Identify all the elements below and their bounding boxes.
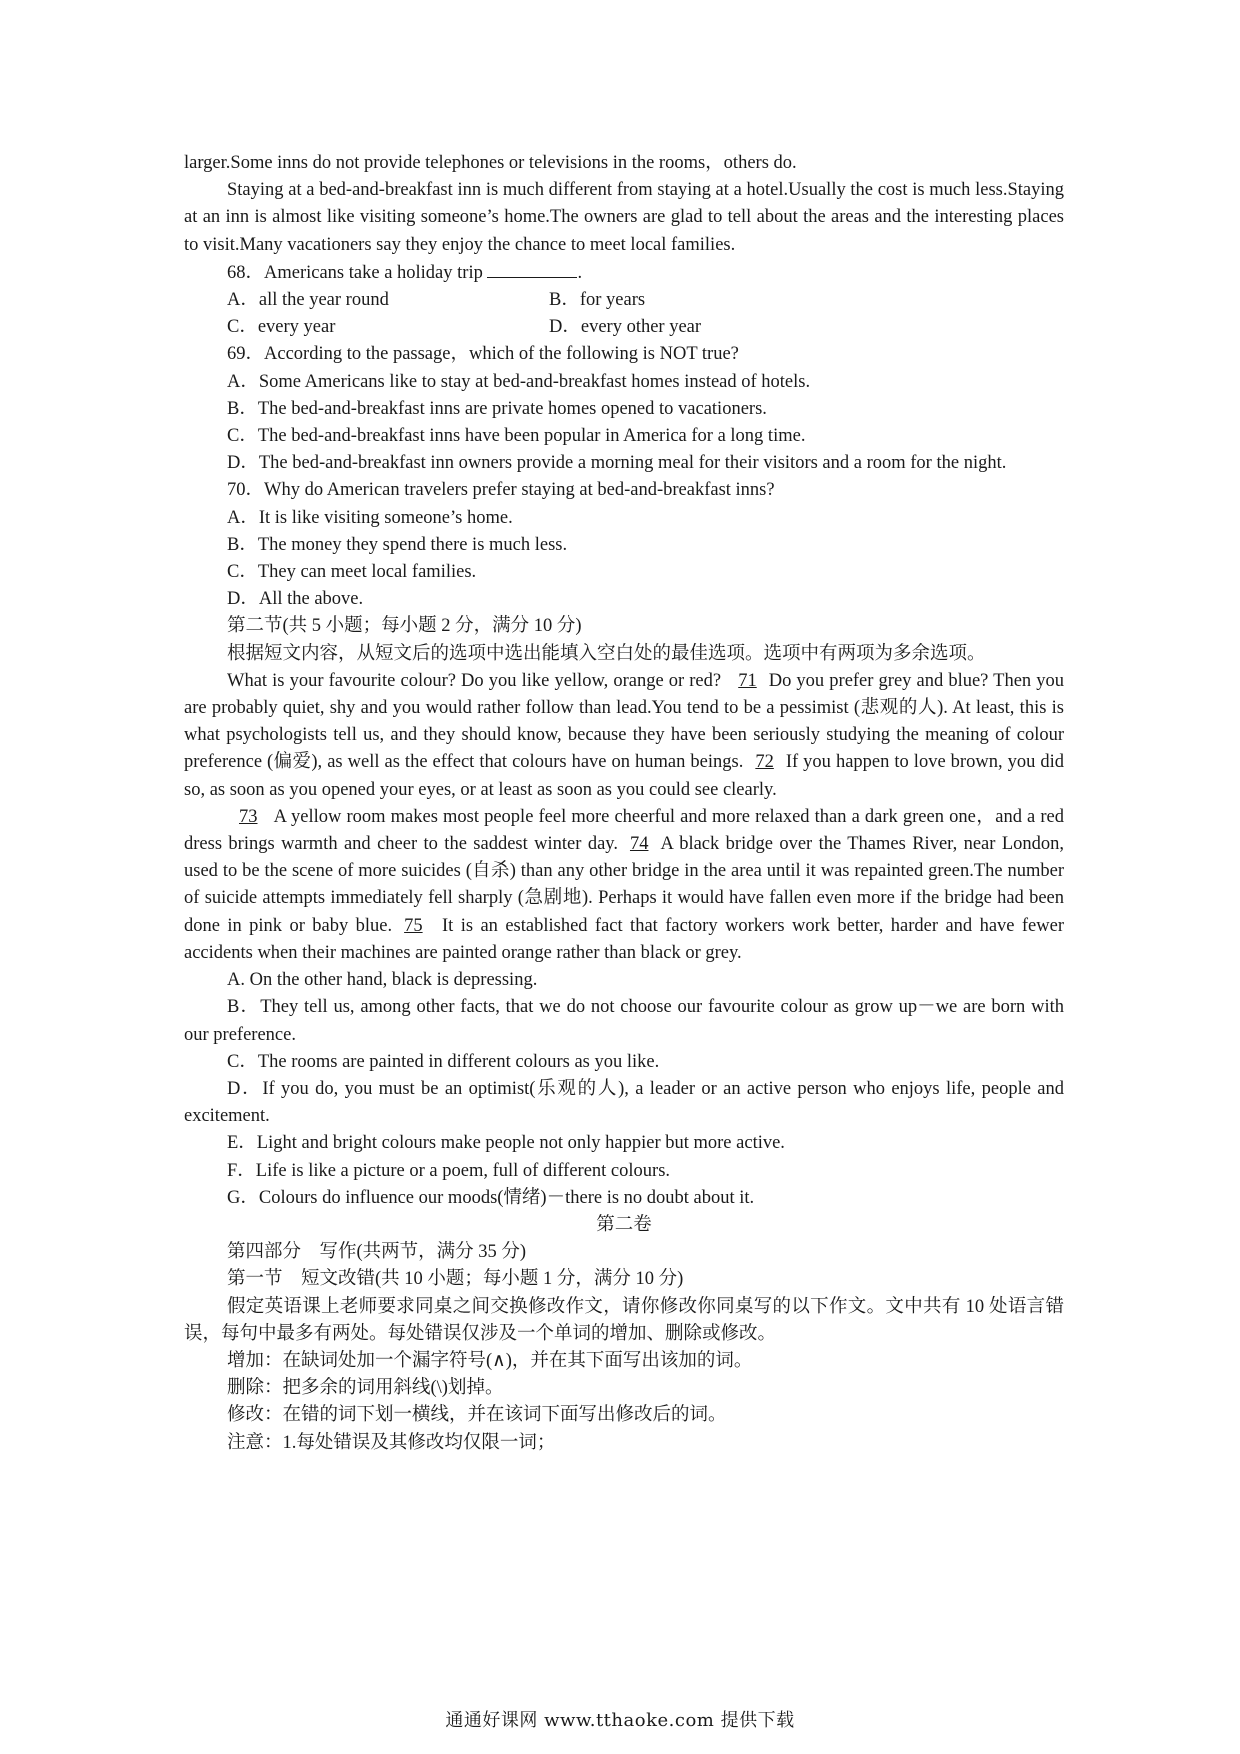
passage-text: A yellow room makes most people feel more cheerful and more relaxed than a dark green one，and a red dress brings warmth and cheer to the saddest winter day. (184, 806, 1064, 855)
correction-instructions: 假定英语课上老师要求同桌之间交换修改作文，请你修改你同桌写的以下作文。文中共有 10 处语言错误，每句中最多有两处。每处错误仅涉及一个单词的增加、删除或修改。 (184, 1296, 1064, 1344)
rule-note: 注意：1.每处错误及其修改均仅限一词； (227, 1432, 556, 1453)
choice-g: G．Colours do influence our moods(情绪)－there is no doubt about it. (227, 1187, 755, 1208)
section-1-heading: 第一节 短文改错(共 10 小题；每小题 1 分，满分 10 分) (227, 1269, 684, 1290)
choice-f: F．Life is like a picture or a poem, full of different colours. (227, 1160, 671, 1181)
passage-text: It is an established fact that factory workers work better, harder and have fewer accidents when their machines are painted orange rather than black or grey. (184, 915, 1064, 963)
option-68a: A．all the year round (227, 290, 389, 311)
option-70a: A．It is like visiting someone’s home. (227, 507, 513, 528)
paragraph-inns: Staying at a bed-and-breakfast inn is much different from staying at a hotel.Usually the cost is much less.Staying at an inn is almost like visiting someone’s home.The owners are glad to tell about the areas and the interesting places to visit.Many vacationers say they enjoy the chance to meet local families. (184, 180, 1064, 255)
blank-73: 73 (239, 806, 258, 827)
choice-e: E．Light and bright colours make people not only happier but more active. (227, 1133, 785, 1154)
rule-modify: 修改：在错的词下划一横线，并在该词下面写出修改后的词。 (227, 1405, 727, 1426)
passage-text: If you happen to love brown, you did so, as soon as you opened your eyes, or at least as soon as you could see clearly. (184, 752, 1064, 800)
document-body (184, 150, 1064, 1457)
page-footer: 通通好课网 www.tthaoke.com 提供下载 (445, 1710, 795, 1731)
question-70: 70．Why do American travelers prefer staying at bed-and-breakfast inns? (227, 480, 775, 501)
rule-delete: 删除：把多余的词用斜线(\)划掉。 (227, 1378, 504, 1399)
option-68b: B．for years (549, 290, 646, 311)
option-69a: A．Some Americans like to stay at bed-and-breakfast homes instead of hotels. (227, 371, 811, 392)
question-68 (184, 259, 1064, 287)
passage-text: A black bridge over the Thames River, near London, used to be the scene of more suicides (自杀) than any other bridge in the area until it was repainted green.The number of suicide attempts immediately fell sharply (急剧地). Perhaps it would have fallen even more if the bridge had been done in pink or baby blue. (184, 834, 1065, 936)
blank-75: 75 (404, 915, 423, 936)
passage-paragraph-1 (184, 668, 1064, 804)
blank-72: 72 (755, 752, 774, 773)
passage-text: Do you prefer grey and blue? Then you are probably quiet, shy and you would rather follow than lead.You tend to be a pessimist (悲观的人). At least, this is what psychologists tell us, and they should know, because they have been seriously studying the meaning of colour preference (偏爱), as well as the effect that colours have on human beings. (184, 670, 1065, 773)
part-4-heading: 第四部分 写作(共两节，满分 35 分) (227, 1242, 527, 1263)
option-68d: D．every other year (549, 317, 702, 338)
choice-b: B．They tell us, among other facts, that we do not choose our favourite colour as grow up－we are born with our preference. (184, 997, 1064, 1045)
option-70d: D．All the above. (227, 589, 364, 610)
text-line: larger.Some inns do not provide telephones or televisions in the rooms，others do. (184, 153, 797, 173)
option-70b: B．The money they spend there is much less. (227, 534, 568, 555)
question-68-stem: 68．Americans take a holiday trip (227, 262, 483, 283)
answer-blank (487, 259, 577, 278)
option-70c: C．They can meet local families. (227, 562, 477, 583)
blank-71: 71 (738, 670, 757, 691)
option-69c: C．The bed-and-breakfast inns have been popular in America for a long time. (227, 426, 806, 447)
choice-c: C．The rooms are painted in different colours as you like. (227, 1051, 660, 1072)
choice-a: A. On the other hand, black is depressing. (227, 970, 538, 991)
choice-d: D．If you do, you must be an optimist(乐观的人), a leader or an active person who enjoys life, people and excitement. (184, 1078, 1064, 1127)
question-69: 69．According to the passage，which of the following is NOT true? (227, 344, 739, 365)
blank-74: 74 (629, 834, 649, 855)
option-69b: B．The bed-and-breakfast inns are private homes opened to vacationers. (227, 398, 767, 419)
passage-text: What is your favourite colour? Do you like yellow, orange or red? (227, 670, 722, 691)
passage-paragraph-2 (184, 804, 1064, 967)
rule-add: 增加：在缺词处加一个漏字符号(∧)，并在其下面写出该加的词。 (227, 1350, 753, 1371)
question-68-end: . (577, 262, 583, 283)
options-68-row1 (184, 287, 1064, 314)
option-68c: C．every year (227, 317, 336, 338)
section-2-instructions: 根据短文内容，从短文后的选项中选出能填入空白处的最佳选项。选项中有两项为多余选项。 (227, 643, 986, 664)
options-68-row2 (184, 314, 1064, 341)
option-69d: D．The bed-and-breakfast inn owners provide a morning meal for their visitors and a room for the night. (227, 453, 1007, 474)
volume-2-heading: 第二卷 (596, 1214, 652, 1235)
section-2-title: 第二节(共 5 小题；每小题 2 分，满分 10 分) (227, 616, 582, 637)
